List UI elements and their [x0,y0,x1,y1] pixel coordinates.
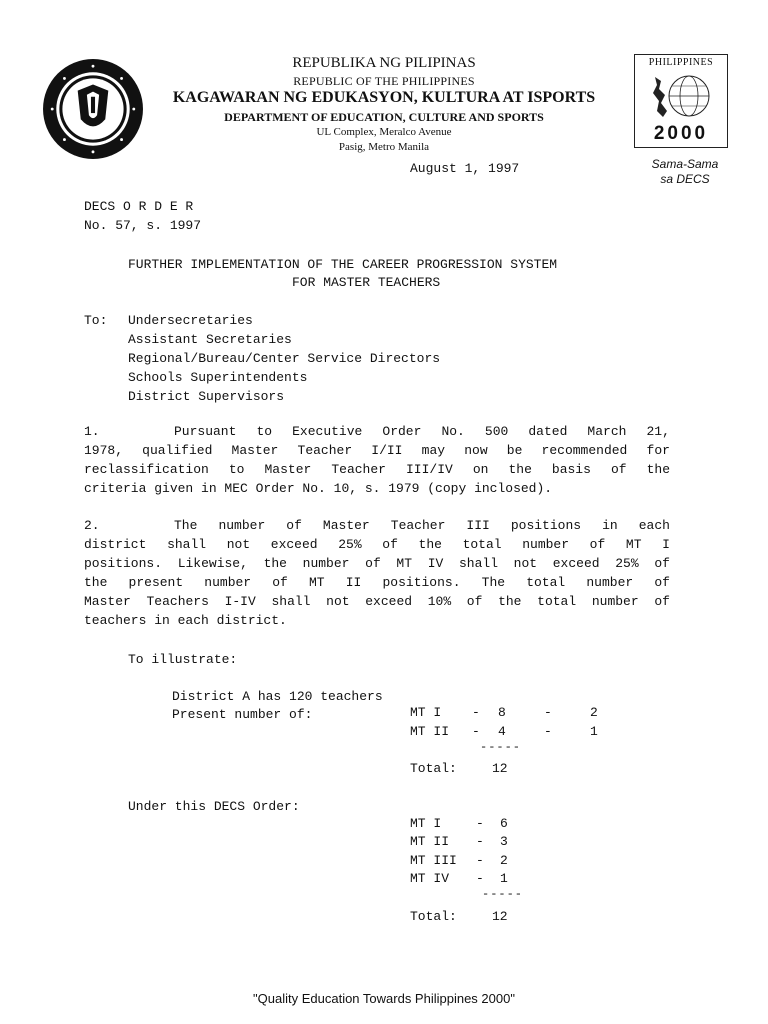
word: The [174,518,198,533]
present-total-value: 12 [492,761,508,776]
word: positions. [382,575,461,590]
word: Executive [292,424,363,439]
word: I [662,537,670,552]
slogan [640,157,730,187]
word: district [84,537,147,552]
table-row-dash: - [544,705,552,720]
word: basis [551,462,591,477]
word: Likewise, [177,556,248,571]
word: number [591,594,639,609]
word: The [481,575,506,590]
recipient-item: Assistant Secretaries [128,332,292,347]
word: qualified [142,443,213,458]
table-row-value: 1 [590,724,598,739]
logo-top-text: PHILIPPINES [648,57,714,68]
word: III/IV [405,462,453,477]
table-row-label: MT I [410,705,442,720]
word: shall [167,537,207,552]
word: March [587,424,627,439]
table-row-dash: - [544,724,552,739]
word: 25% [615,556,639,571]
word: number [586,575,634,590]
table-row-value: 2 [590,705,598,720]
word: Master [322,518,370,533]
word: total [537,594,577,609]
word: number [218,518,266,533]
table-row-value: 1 [500,871,508,886]
table-row-label: MT III [410,853,457,868]
word: 10% [427,594,452,609]
word: of [382,537,398,552]
paragraph-2-line-5 [84,594,670,609]
table-row-dash: - [472,724,480,739]
table-row-value: 2 [500,853,508,868]
document-date: August 1, 1997 [410,161,520,176]
word: exceed [365,594,413,609]
word: of [589,537,606,552]
word: Master [84,594,131,609]
subject-line-1: FURTHER IMPLEMENTATION OF THE CAREER PROGRESSION SYSTEM [128,257,558,272]
word: Master [231,443,279,458]
slogan-line-1: Sama-Sama [651,157,719,171]
word: in [602,518,618,533]
word: of [466,594,483,609]
illustrate-label: To illustrate: [128,652,238,667]
word: IV [427,556,444,571]
word: of [610,462,627,477]
table-row-label: MT II [410,834,450,849]
table-row-value: 8 [498,705,506,720]
word: 25% [338,537,362,552]
order-label: DECS O R D E R [84,199,194,214]
word: to [228,462,245,477]
word: shall [271,594,311,609]
word: number [302,556,350,571]
word: positions. [84,556,163,571]
present-divider: ----- [480,740,522,754]
header-address-1: UL Complex, Meralco Avenue [316,126,452,138]
word: the [508,462,532,477]
word: not [513,556,538,571]
word: number [204,575,252,590]
header-department: DEPARTMENT OF EDUCATION, CULTURE AND SPORTS [224,110,544,124]
word: Teacher [331,462,386,477]
word: dated [528,424,568,439]
paragraph-1-line-2 [84,443,670,458]
word: the [646,462,670,477]
word: exceed [270,537,318,552]
word: total [526,575,566,590]
paragraph-1-line-1 [174,424,670,439]
word: III [466,518,490,533]
word: I/II [371,443,403,458]
word: II [345,575,362,590]
word: Pursuant [174,424,237,439]
word: the [498,594,522,609]
word: MT [625,537,642,552]
word: shall [458,556,498,571]
word: present [128,575,184,590]
under-divider: ----- [482,887,524,901]
paragraph-2-line-4 [84,575,670,590]
slogan-line-2: sa DECS [660,172,710,186]
table-row-value: 3 [500,834,508,849]
word: be [506,443,523,458]
word: of [286,518,302,533]
word: of [654,556,670,571]
present-number-label: Present number of: [172,707,313,722]
recipient-item: District Supervisors [128,389,285,404]
paragraph-2-line-6: teachers in each district. [84,613,287,628]
word: Teacher [297,443,353,458]
paragraph-1-number: 1. [84,424,100,439]
under-total-label: Total: [410,909,457,924]
table-row-value: 4 [498,724,506,739]
word: 1978, [84,443,124,458]
word: of [365,556,381,571]
globe-icon [641,71,721,121]
paragraph-1-line-3 [84,462,670,477]
table-row-label: MT II [410,724,450,739]
philippines-2000-logo [634,54,728,148]
recipient-item: Undersecretaries [128,313,253,328]
word: 500 [484,424,509,439]
word: Teachers [146,594,209,609]
word: total [462,537,502,552]
word: I-IV [224,594,256,609]
word: Master [264,462,312,477]
table-row-label: MT IV [410,871,450,886]
under-total-value: 12 [492,909,508,924]
table-row-dash: - [476,816,484,831]
order-number: No. 57, s. 1997 [84,218,202,233]
under-order-label: Under this DECS Order: [128,799,300,814]
footer-motto: "Quality Education Towards Philippines 2000" [253,991,515,1006]
table-row-dash: - [476,834,484,849]
word: Order [382,424,422,439]
table-row-dash: - [476,853,484,868]
word: positions [510,518,582,533]
word: each [638,518,670,533]
logo-year-text: 2000 [653,123,709,144]
word: recommended [541,443,628,458]
word: not [226,537,251,552]
word: of [272,575,288,590]
table-row-dash: - [476,871,484,886]
present-total-label: Total: [410,761,457,776]
word: the [263,556,287,571]
word: not [326,594,350,609]
table-row-value: 6 [500,816,508,831]
paragraph-2-line-3 [84,556,670,571]
word: reclassification [84,462,209,477]
word: the [418,537,442,552]
word: the [84,575,108,590]
word: number [522,537,570,552]
word: MT [309,575,325,590]
word: of [654,575,670,590]
paragraph-2-number: 2. [84,518,100,533]
paragraph-2-line-1 [174,518,670,533]
header-address-2: Pasig, Metro Manila [338,141,430,153]
paragraph-2-line-2 [84,537,670,552]
recipient-item: Schools Superintendents [128,370,308,385]
to-label: To: [84,313,108,328]
word: MT [396,556,413,571]
district-text: District A has 120 teachers [172,689,383,704]
word: for [646,443,670,458]
header-kagawaran: KAGAWARAN NG EDUKASYON, KULTURA AT ISPORTS [172,89,596,106]
word: now [464,443,488,458]
word: 21, [646,424,670,439]
table-row-label: MT I [410,816,442,831]
table-row-dash: - [472,705,480,720]
word: of [654,594,670,609]
word: exceed [552,556,600,571]
word: may [421,443,446,458]
header-republic: REPUBLIC OF THE PHILIPPINES [293,74,475,88]
word: on [472,462,489,477]
subject-line-2: FOR MASTER TEACHERS [292,275,441,290]
header-republika: REPUBLIKA NG PILIPINAS [292,55,476,71]
word: to [256,424,273,439]
recipient-item: Regional/Bureau/Center Service Directors [128,351,441,366]
word: Teacher [390,518,446,533]
word: No. [441,424,465,439]
paragraph-1-line-4: criteria given in MEC Order No. 10, s. 1979 (copy inclosed). [84,481,553,496]
